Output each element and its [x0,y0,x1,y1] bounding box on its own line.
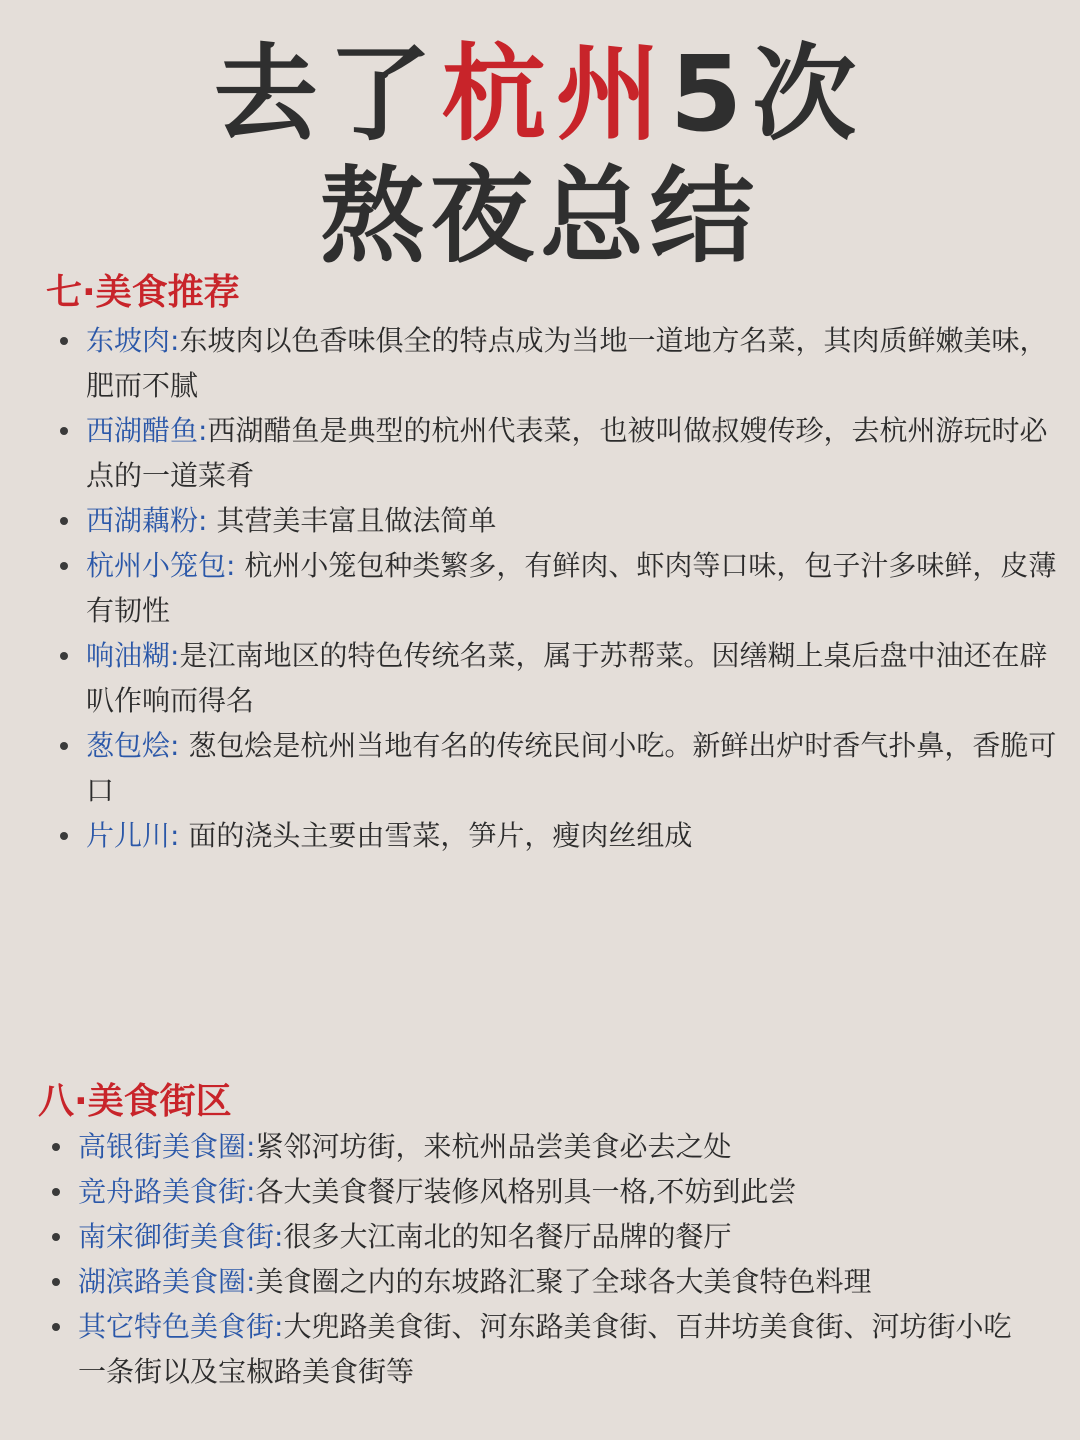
item-description: 很多大江南北的知名餐厅品牌的餐厅 [283,1220,732,1253]
list-item [86,813,1061,858]
item-term: 葱包烩: [86,729,180,762]
title-prefix: 去了 [213,33,442,155]
bullet-icon [60,427,68,435]
item-description: 面的浇头主要由雪菜，笋片，瘦肉丝组成 [179,819,693,852]
bullet-icon [52,1143,60,1151]
item-description: 大兜路美食街、河东路美食街、百井坊美食街、河坊街小吃一条街以及宝椒路美食街等 [78,1310,1012,1388]
item-description: 杭州小笼包种类繁多，有鲜肉、虾肉等口味，包子汁多味鲜，皮薄有韧性 [86,549,1057,627]
item-description: 西湖醋鱼是典型的杭州代表菜，也被叫做叔嫂传珍，去杭州游玩时必点的一道菜肴 [86,414,1048,492]
item-term: 竞舟路美食街: [78,1175,256,1208]
item-description: 各大美食餐厅装修风格别具一格,不妨到此尝 [255,1175,797,1208]
bullet-icon [60,652,68,660]
bullet-icon [60,742,68,750]
page-title-line2: 熬夜总结 [319,155,760,277]
list-item [86,498,1061,543]
bullet-icon [60,517,68,525]
title-suffix: 5次 [669,33,867,155]
item-term: 西湖醋鱼: [86,414,208,447]
bullet-icon [52,1278,60,1286]
bullet-icon [60,337,68,345]
item-term: 其它特色美食街: [78,1310,284,1343]
item-term: 片儿川: [86,819,180,852]
item-term: 高银街美食圈: [78,1130,256,1163]
item-description: 葱包烩是杭州当地有名的传统民间小吃。新鲜出炉时香气扑鼻，香脆可口 [86,729,1057,807]
section-heading-food-streets: 八·美食街区 [38,1081,232,1122]
list-item [78,1124,1038,1169]
item-term: 杭州小笼包: [86,549,236,582]
item-description: 紧邻河坊街，来杭州品尝美食必去之处 [255,1130,732,1163]
item-description: 美食圈之内的东坡路汇聚了全球各大美食特色料理 [255,1265,872,1298]
item-term: 南宋御街美食街: [78,1220,284,1253]
item-term: 西湖藕粉: [86,504,208,537]
food-recommendation-list [86,318,1061,858]
item-term: 东坡肉: [86,324,180,357]
list-item [78,1169,1038,1214]
item-description: 其营美丰富且做法简单 [207,504,497,537]
bullet-icon [60,832,68,840]
list-item [86,543,1061,633]
list-item [78,1259,1038,1304]
item-term: 响油糊: [86,639,180,672]
bullet-icon [52,1323,60,1331]
item-term: 湖滨路美食圈: [78,1265,256,1298]
list-item [86,633,1061,723]
list-item [78,1214,1038,1259]
list-item [86,318,1061,408]
list-item [78,1304,1038,1394]
bullet-icon [52,1233,60,1241]
list-item [86,723,1061,813]
item-description: 东坡肉以色香味俱全的特点成为当地一道地方名菜，其肉质鲜嫩美味，肥而不腻 [86,324,1048,402]
bullet-icon [60,562,68,570]
title-city: 杭州 [441,33,670,155]
item-description: 是江南地区的特色传统名菜，属于苏帮菜。因缮糊上桌后盘中油还在辟叭作响而得名 [86,639,1048,717]
bullet-icon [52,1188,60,1196]
section-heading-food-recommendations: 七·美食推荐 [46,272,240,313]
list-item [86,408,1061,498]
page-title-line1 [0,33,1080,155]
food-street-list [78,1124,1038,1394]
